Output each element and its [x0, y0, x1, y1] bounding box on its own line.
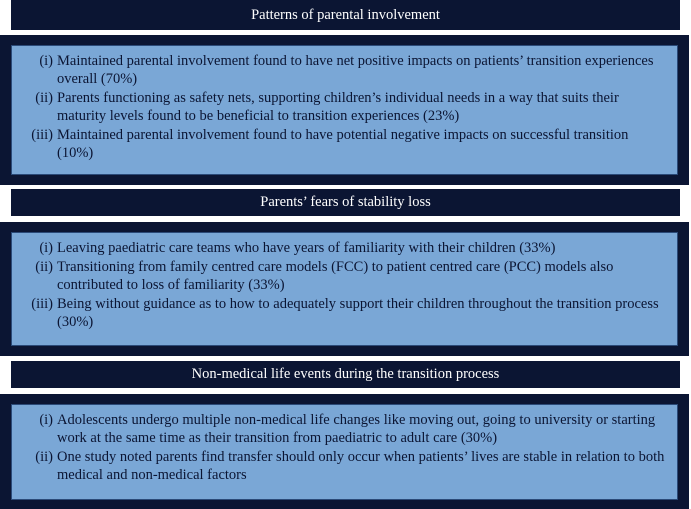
item-text: Leaving paediatric care teams who have years of familiarity with their children (33%)	[57, 240, 556, 256]
item-number: (i)	[39, 53, 53, 69]
section-title: Non-medical life events during the transition process	[191, 366, 500, 382]
list-item	[12, 448, 667, 484]
list-item	[12, 295, 667, 331]
section-box-parental-involvement	[0, 35, 689, 185]
item-number: (i)	[39, 240, 53, 256]
section-header-parental-involvement	[11, 0, 680, 30]
section-box-stability-loss	[0, 222, 689, 356]
section-header-life-events	[11, 361, 680, 388]
section-content	[11, 45, 678, 175]
item-text: Being without guidance as to how to adequately support their children throughout the transition process (30%)	[57, 296, 659, 330]
item-number: (ii)	[35, 259, 53, 275]
list-item	[12, 89, 667, 125]
item-number: (iii)	[31, 296, 53, 312]
item-text: One study noted parents find transfer should only occur when patients’ lives are stable in relation to both medical and non-medical factors	[57, 449, 665, 483]
section-title: Patterns of parental involvement	[251, 6, 440, 23]
list-item	[12, 52, 667, 88]
section-content	[11, 232, 678, 346]
item-number: (iii)	[31, 127, 53, 143]
item-text: Parents functioning as safety nets, supporting children’s individual needs in a way that suits their maturity levels found to be beneficial to transition experiences (23%)	[57, 90, 619, 124]
list-item	[12, 411, 667, 447]
item-text: Transitioning from family centred care models (FCC) to patient centred care (PCC) models also contributed to loss of familiarity (33%)	[57, 259, 614, 293]
section-content	[11, 404, 678, 500]
item-number: (i)	[39, 412, 53, 428]
item-number: (ii)	[35, 90, 53, 106]
section-title: Parents’ fears of stability loss	[260, 194, 431, 210]
item-text: Adolescents undergo multiple non-medical life changes like moving out, going to university or starting work at the same time as their transition from paediatric to adult care (30%)	[57, 412, 656, 446]
item-text: Maintained parental involvement found to have potential negative impacts on successful transition (10%)	[57, 127, 629, 161]
item-number: (ii)	[35, 449, 53, 465]
item-text: Maintained parental involvement found to have net positive impacts on patients’ transition experiences overall (70%)	[57, 53, 654, 87]
section-box-life-events	[0, 394, 689, 509]
list-item	[12, 239, 667, 257]
list-item	[12, 126, 667, 162]
section-header-stability-loss	[11, 189, 680, 216]
list-item	[12, 258, 667, 294]
